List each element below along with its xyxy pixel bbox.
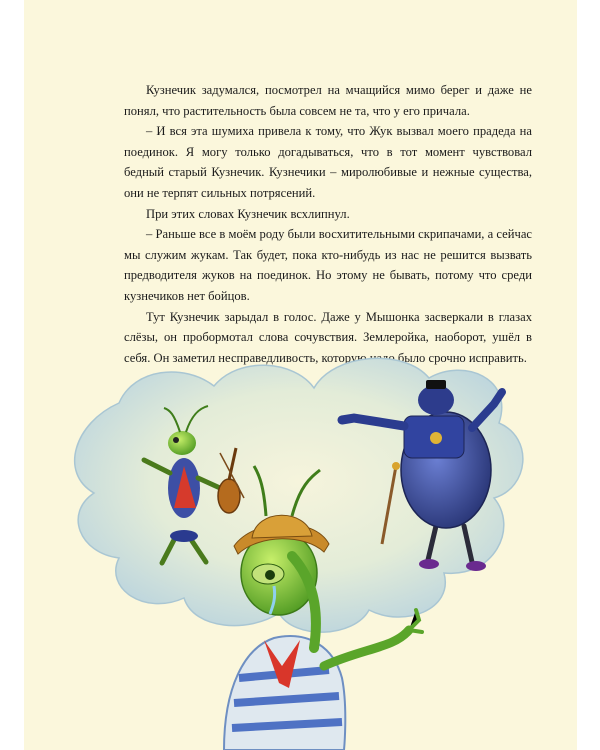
book-page (24, 0, 577, 750)
paragraph-4: – Раньше все в моём роду были восхитительными скрипачами, а сейчас мы служим жукам. Так будет, пока кто-нибудь из нас не решится вызвать предводителя жуков на поединок. Но этому не бывать, потому что среди кузнечиков нет бойцов. (124, 227, 532, 303)
paragraph-1: Кузнечик задумался, посмотрел на мчащийся мимо берег и даже не понял, что растительность была совсем не та, что у его причала. (124, 83, 532, 118)
illustration-grasshopper-memory (24, 348, 577, 750)
paragraph-2: – И вся эта шумиха привела к тому, что Жук вызвал моего прадеда на поединок. Я могу только догадываться, что в тот момент чувствовал бедный старый Кузнечик. Кузнечики – миролюбивые и нежные существа, они не терпят сильных потрясений. (124, 124, 532, 200)
paragraph-5: Тут Кузнечик зарыдал в голос. Даже у Мышонка засверкали в глазах слёзы, он пробормотал слова сочувствия. Землеройка, наоборот, ушёл в себя. Он заметил несправедливость, которую надо было срочно исправить. (124, 309, 532, 365)
paragraph-3: При этих словах Кузнечик всхлипнул. (146, 206, 350, 221)
story-text (124, 80, 532, 368)
